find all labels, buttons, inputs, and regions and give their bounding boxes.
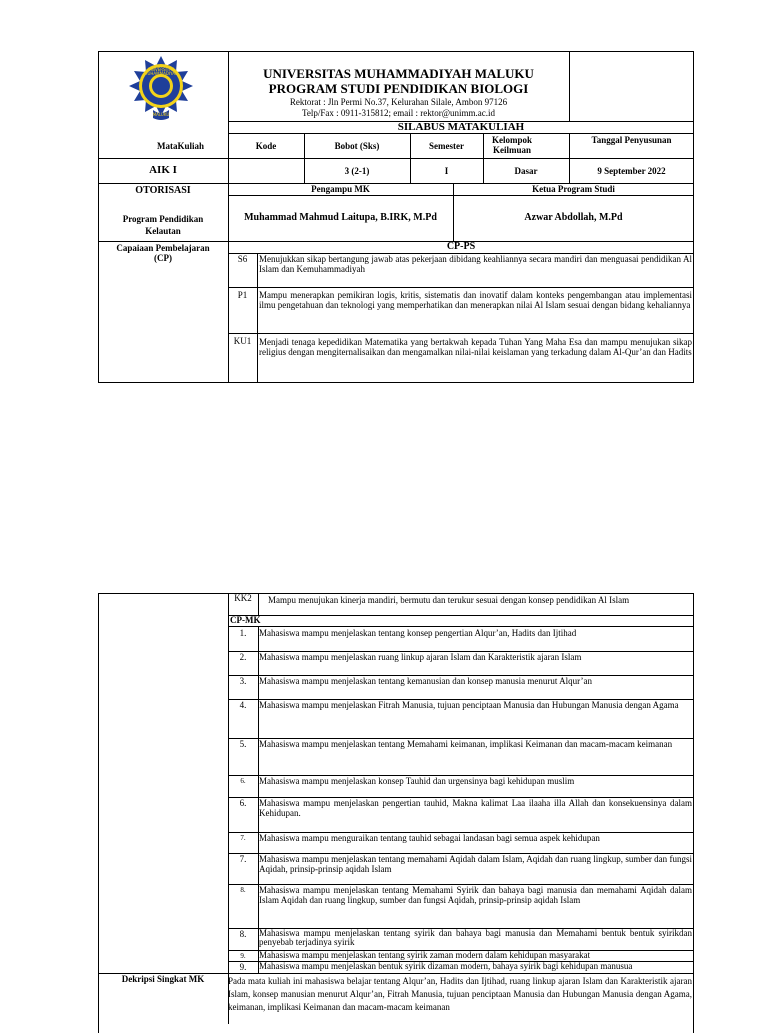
cpmk-text: Mahasiswa mampu menjelaskan tentang memahami Aqidah dalam Islam, Aqidah dan ruang lingkup, sumber dan fungsi Aqidah, prinsip-prinsip aqidah Islam bbox=[259, 854, 692, 874]
course-credits: 3 (2-1) bbox=[344, 166, 370, 176]
course-semester: I bbox=[444, 166, 449, 176]
course-group: Dasar bbox=[514, 166, 538, 176]
header-tanggal: Tanggal Penyusunan bbox=[591, 135, 672, 145]
cp-code-s6: S6 bbox=[237, 254, 248, 264]
university-name: UNIVERSITAS MUHAMMADIYAH MALUKU bbox=[263, 66, 534, 81]
cpmk-number: 7. bbox=[239, 854, 247, 864]
cpmk-text: Mahasiswa mampu menjelaskan Fitrah Manusia, tujuan penciptaan Manusia dan Hubungan Manusia dengan Agama bbox=[259, 700, 679, 710]
cpmk-text: Mahasiswa mampu menjelaskan ruang linkup ajaran Islam dan Karakteristik ajaran Islam bbox=[259, 652, 582, 662]
document-title: SILABUS MATAKULIAH bbox=[397, 121, 525, 133]
cpmk-number: 4. bbox=[239, 700, 247, 710]
head-header: Ketua Program Studi bbox=[532, 184, 615, 194]
lecturer-name: Muhammad Mahmud Laitupa, B.IRK, M.Pd bbox=[244, 212, 437, 223]
cpmk-text: Mahasiswa mampu menjelaskan bentuk syirik dizaman modern, bahaya syirik bagi kehidupan manusua bbox=[259, 961, 633, 971]
cpmk-number: 8. bbox=[240, 886, 246, 894]
cpmk-number: 8. bbox=[239, 929, 247, 939]
kk2-code: KK2 bbox=[234, 593, 252, 603]
logo-bottom-text: MALUKU bbox=[152, 112, 170, 117]
header-matakuliah: MataKuliah bbox=[156, 141, 204, 151]
cpmk-number: 6. bbox=[240, 777, 246, 785]
cp-code-p1: P1 bbox=[237, 290, 248, 300]
cpmk-text: Mahasiswa mampu menjelaskan konsep Tauhid dan urgensinya bagi kehidupan muslim bbox=[259, 776, 575, 786]
contact-line: Telp/Fax : 0911-315812; email : rektor@unimm.ac.id bbox=[301, 108, 496, 118]
cp-text-s6: Menujukkan sikap bertangung jawab atas pekerjaan dibidang keahliannya secara mandiri dan menguasai pendidikan Al Islam dan Kemuhammadiyah bbox=[259, 254, 692, 274]
cp-code-ku1: KU1 bbox=[233, 336, 252, 346]
cpmk-number: 1. bbox=[239, 628, 247, 638]
course-name: AIK I bbox=[149, 164, 177, 176]
cpmk-text: Mahasiswa mampu menjelaskan tentang Memahami keimanan, implikasi Keimanan dan macam-macam keimanan bbox=[259, 739, 673, 749]
header-bobot: Bobot (Sks) bbox=[334, 141, 380, 151]
program-name: PROGRAM STUDI PENDIDIKAN BIOLOGI bbox=[268, 81, 529, 96]
head-name: Azwar Abdollah, M.Pd bbox=[524, 212, 623, 223]
cpmk-number: 9. bbox=[239, 962, 247, 972]
cpmk-text: Mahasiswa mampu menjelaskan tentang Memahami Syirik dan bahaya bagi manusia dan memahami Aqidah dalam Islam Aqidah dan ruang lingkup, sumber dan fungsi Aqidah, prinsip-prinsip aqidah Islam bbox=[259, 885, 692, 905]
logo-ring-text: UNIVERSITAS MUHAMMADIYAH bbox=[144, 67, 178, 76]
header-kelompok: Kelompok Keilmuan bbox=[491, 135, 532, 155]
description-label: Dekripsi Singkat MK bbox=[121, 974, 205, 984]
cpmk-text: Mahasiswa mampu menjelaskan tentang kemanusian dan konsep manusia menurut Alqur’an bbox=[259, 676, 592, 686]
cp-text-ku1: Menjadi tenaga kepedidikan Matematika yang bertakwah kepada Tuhan Yang Maha Esa dan mampu menujukan sikap religius dengan mengiternalisaikan dan mengamalkan nilai-nilai keislaman yang terkadung dalam Al-Qur’an dan Hadits bbox=[259, 337, 692, 357]
cpmk-text: Mahasiswa mampu menjelaskan pengertian tauhid, Makna kalimat Laa ilaaha illa Allah dan konsekuensinya dalam Kehidupan. bbox=[259, 798, 692, 818]
authorization-label: OTORISASI bbox=[135, 185, 191, 196]
cpmk-text: Mahasiswa mampu menjelaskan tentang syirik dan bahaya bagi manusia dan Memahami bentuk bentuk syirikdan penyebab terjadinya syirik bbox=[259, 928, 692, 947]
cpmk-number: 5. bbox=[239, 739, 247, 749]
header-kode: Kode bbox=[255, 141, 277, 151]
cpmk-number: 9. bbox=[240, 952, 246, 960]
description-text: Pada mata kuliah ini mahasiswa belajar tentang Alqur’an, Hadits dan Ijtihad, ruang linkup ajaran Islam dan Karakteristik ajaran Islam, konsep manusian menurut Alqur’an, Fitrah Manusia, tujuan penciptaan Manusia dan Hubungan Manusia dengan Agama, keimanan, implikasi Keimanan dan macam-macam keimanan bbox=[228, 976, 692, 1012]
cpmk-number: 3. bbox=[239, 676, 247, 686]
cpps-header: CP-PS bbox=[446, 241, 476, 252]
lecturer-header: Pengampu MK bbox=[311, 184, 370, 194]
cpmk-header: CP-MK bbox=[230, 615, 261, 625]
cpmk-text: Mahasiswa mampu menguraikan tentang tauhid sebagai landasan bagi semua aspek kehidupan bbox=[259, 833, 600, 843]
cp-label: Capaiaan Pembelajaran (CP) bbox=[116, 243, 210, 263]
kk2-text: Mampu menujukan kinerja mandiri, bermutu dan terukur sesuai dengan konsep pendidikan Al Islam bbox=[268, 595, 630, 605]
address-line: Rektorat : Jln Permi No.37, Kelurahan Silale, Ambon 97126 bbox=[289, 97, 508, 107]
cpmk-number: 6. bbox=[239, 798, 247, 808]
header-semester: Semester bbox=[429, 141, 464, 151]
university-logo bbox=[120, 54, 202, 122]
program-label: Program Pendidikan Kelautan bbox=[122, 214, 204, 236]
cpmk-text: Mahasiswa mampu menjelaskan tentang konsep pengertian Alqur’an, Hadits dan Ijtihad bbox=[259, 628, 577, 638]
cpmk-number: 2. bbox=[239, 652, 247, 662]
cpmk-number: 7. bbox=[240, 834, 246, 842]
cp-text-p1: Mampu menerapkan pemikiran logis, kritis, sistematis dan inovatif dalam konteks pengembangan atau implementasi ilmu pengetahuan dan teknologi yang memperhatikan dan menerapkan nilai Al Islam sesuai dengan bidang kehaliannya bbox=[259, 290, 692, 310]
course-date: 9 September 2022 bbox=[597, 166, 666, 176]
cpmk-text: Mahasiswa mampu menjelaskan tentang syirik zaman modern dalam kehidupan masyarakat bbox=[259, 950, 591, 960]
